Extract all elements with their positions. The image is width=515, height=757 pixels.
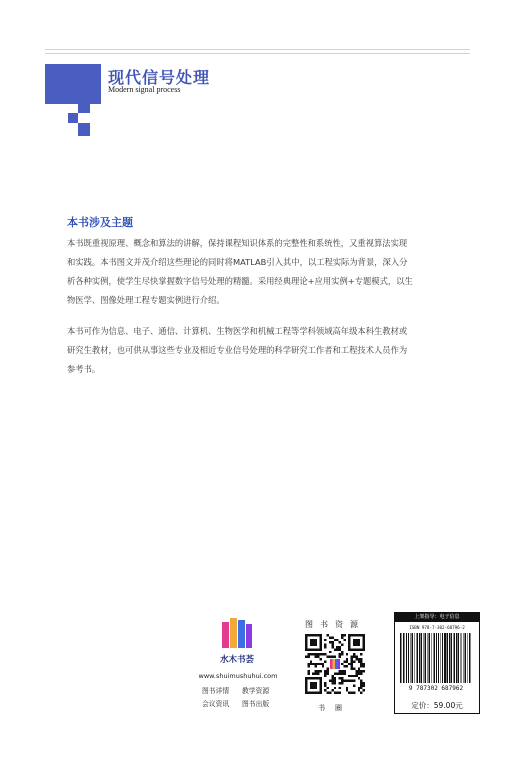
top-rule-1 — [45, 49, 470, 50]
isbn-panel — [394, 612, 480, 714]
text-line: 本书可作为信息、电子、通信、计算机、生物医学和机械工程等学科领域高年级本科生教材或 — [67, 326, 408, 336]
publisher-logo-icon — [220, 616, 254, 650]
barcode-digits: 9 787302 687962 — [408, 685, 464, 691]
text-line: 本书既重视原理、概念和算法的讲解，保持课程知识体系的完整性和系统性，又重视算法实现 — [67, 238, 408, 248]
text-line: 物医学、图像处理工程专题实例进行介绍。 — [67, 295, 225, 305]
deco-square-1 — [78, 104, 90, 113]
text-line: 析各种实例，使学生尽快掌握数字信号处理的精髓。采用经典理论+应用实例+专题模式，以生 — [67, 276, 413, 286]
isbn-text: ISBN 978-7-302-68796-2 — [409, 625, 465, 630]
top-rule-2 — [45, 53, 470, 54]
barcode-icon — [398, 633, 474, 691]
intro-paragraph — [67, 234, 452, 310]
text-line: 参考书。 — [67, 364, 101, 374]
publisher-brand: 水木书荟 — [219, 655, 254, 665]
publisher-website-link[interactable]: www.shuimushuhui.com — [198, 672, 278, 680]
link-book-publishing[interactable]: 图书出版 — [242, 700, 270, 708]
shelf-category: 上架指导：电子信息 — [395, 613, 479, 622]
text-line: 和实践。本书图文并茂介绍这些理论的同时将MATLAB引入其中，以工程实际为背景，深入分 — [67, 257, 408, 267]
qr-caption: 书圈 — [318, 704, 352, 712]
link-book-details[interactable]: 图书详情 — [202, 687, 230, 695]
topic-heading: 本书涉及主题 — [67, 216, 133, 229]
book-subtitle: Modern signal process — [108, 85, 181, 94]
text-line: 研究生教材，也可供从事这些专业及相近专业信号处理的科学研究工作者和工程技术人员作为 — [67, 345, 408, 355]
price-label: 定价：59.00元 — [411, 701, 463, 710]
deco-square-2 — [68, 113, 78, 123]
link-teaching-resources[interactable]: 教学资源 — [242, 687, 270, 695]
deco-square-3 — [78, 123, 90, 136]
qr-label: 图书资源 — [305, 620, 365, 629]
book-title: 现代信号处理 — [108, 68, 211, 87]
link-conference-news[interactable]: 会议资讯 — [202, 700, 230, 708]
qr-code-icon[interactable] — [305, 634, 365, 694]
audience-paragraph — [67, 322, 452, 379]
deco-square-large — [45, 64, 101, 104]
